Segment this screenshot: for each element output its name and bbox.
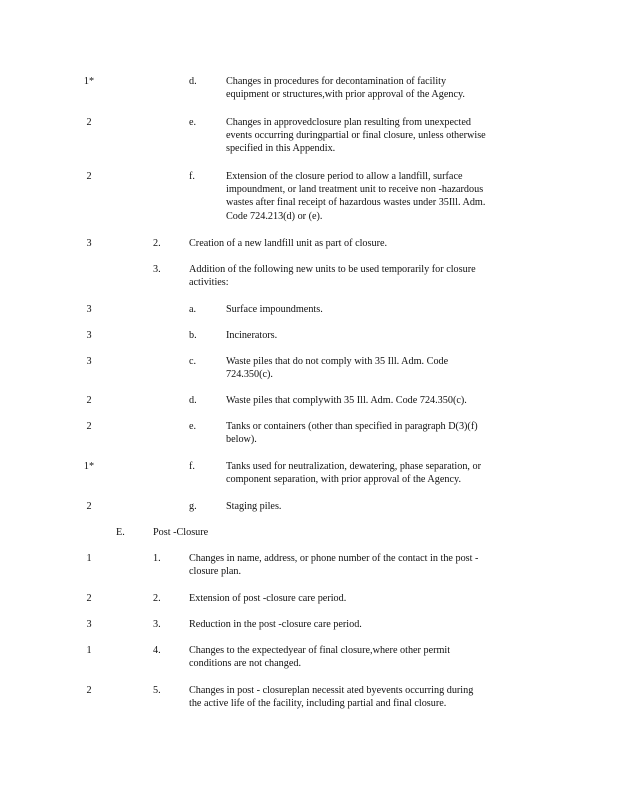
text-line: Changes in post - closureplan necessit ated byevents occurring during [189, 685, 474, 696]
item-text [189, 237, 531, 250]
text-line: below). [226, 434, 257, 446]
item-text [226, 500, 531, 513]
item-letter: f. [189, 171, 195, 182]
item-text [226, 460, 531, 486]
item-number: 4. [153, 645, 161, 656]
item-letter: c. [189, 356, 197, 367]
class-label: 2 [86, 421, 92, 432]
text-line: Code 724.213(d) or (e). [226, 210, 323, 222]
section-letter: E. [116, 527, 125, 538]
item-number: 1. [153, 553, 161, 564]
class-label: 3 [86, 330, 92, 341]
class-label: 3 [86, 619, 92, 630]
text-line: Addition of the following new units to be used temporarily for closure [189, 264, 476, 275]
class-label: 1* [83, 76, 95, 87]
class-label: 1 [86, 645, 92, 656]
class-label: 2 [86, 395, 92, 406]
class-label: 3 [86, 304, 92, 315]
text-line: impoundment, or land treatment unit to receive non -hazardous [226, 184, 484, 196]
text-line: Post -Closure [153, 527, 209, 538]
item-text [189, 644, 531, 670]
text-line: component separation, with prior approval of the Agency. [226, 474, 461, 486]
item-number: 5. [153, 685, 161, 696]
class-label: 2 [86, 501, 92, 512]
item-text [226, 329, 531, 342]
item-letter: a. [189, 304, 197, 315]
item-text [189, 263, 531, 289]
item-text [226, 170, 531, 223]
item-text [189, 618, 531, 631]
item-text [226, 394, 531, 407]
item-text [226, 116, 531, 156]
text-line: Changes in procedures for decontamination of facility [226, 76, 447, 87]
item-number: 3. [153, 619, 161, 630]
text-line: 724.350(c). [226, 369, 273, 381]
section-title [153, 526, 533, 539]
item-text [189, 552, 531, 578]
item-letter: e. [189, 117, 197, 128]
text-line: closure plan. [189, 566, 242, 578]
item-text [226, 303, 531, 316]
text-line: Waste piles that complywith 35 Ill. Adm. Code 724.350(c). [226, 395, 467, 406]
item-letter: f. [189, 461, 195, 472]
text-line: Changes to the expectedyear of final closure,where other permit [189, 645, 451, 656]
item-text [189, 684, 531, 710]
class-label: 3 [86, 356, 92, 367]
class-label: 2 [86, 117, 92, 128]
class-label: 2 [86, 171, 92, 182]
item-letter: b. [189, 330, 197, 341]
text-line: events occurring duringpartial or final closure, unless otherwise [226, 130, 486, 142]
text-line: Tanks used for neutralization, dewatering, phase separation, or [226, 461, 482, 472]
item-letter: g. [189, 501, 197, 512]
class-label: 1 [86, 553, 92, 564]
class-label: 2 [86, 593, 92, 604]
item-number: 2. [153, 593, 161, 604]
text-line: specified in this Appendix. [226, 143, 336, 155]
item-letter: d. [189, 76, 197, 87]
class-label: 2 [86, 685, 92, 696]
text-line: Staging piles. [226, 501, 282, 512]
item-letter: e. [189, 421, 197, 432]
item-number: 3. [153, 264, 161, 275]
item-text [189, 592, 531, 605]
class-label: 1* [83, 461, 95, 472]
text-line: the active life of the facility, including partial and final closure. [189, 698, 447, 710]
text-line: Waste piles that do not comply with 35 Ill. Adm. Code [226, 356, 449, 367]
text-line: Extension of the closure period to allow a landfill, surface [226, 171, 463, 182]
text-line: Creation of a new landfill unit as part of closure. [189, 238, 388, 249]
text-line: wastes after final receipt of hazardous wastes under 35Ill. Adm. [226, 197, 486, 209]
item-text [226, 355, 531, 381]
text-line: activities: [189, 277, 229, 289]
text-line: Incinerators. [226, 330, 278, 341]
item-letter: d. [189, 395, 197, 406]
item-text [226, 75, 531, 101]
text-line: Surface impoundments. [226, 304, 323, 315]
text-line: Changes in approvedclosure plan resulting from unexpected [226, 117, 471, 128]
item-text [226, 420, 531, 446]
class-label: 3 [86, 238, 92, 249]
text-line: equipment or structures,with prior approval of the Agency. [226, 89, 465, 101]
text-line: conditions are not changed. [189, 658, 302, 670]
text-line: Reduction in the post -closure care period. [189, 619, 362, 630]
item-number: 2. [153, 238, 161, 249]
text-line: Changes in name, address, or phone number of the contact in the post - [189, 553, 479, 564]
text-line: Extension of post -closure care period. [189, 593, 347, 604]
text-line: Tanks or containers (other than specified in paragraph D(3)(f) [226, 421, 478, 432]
